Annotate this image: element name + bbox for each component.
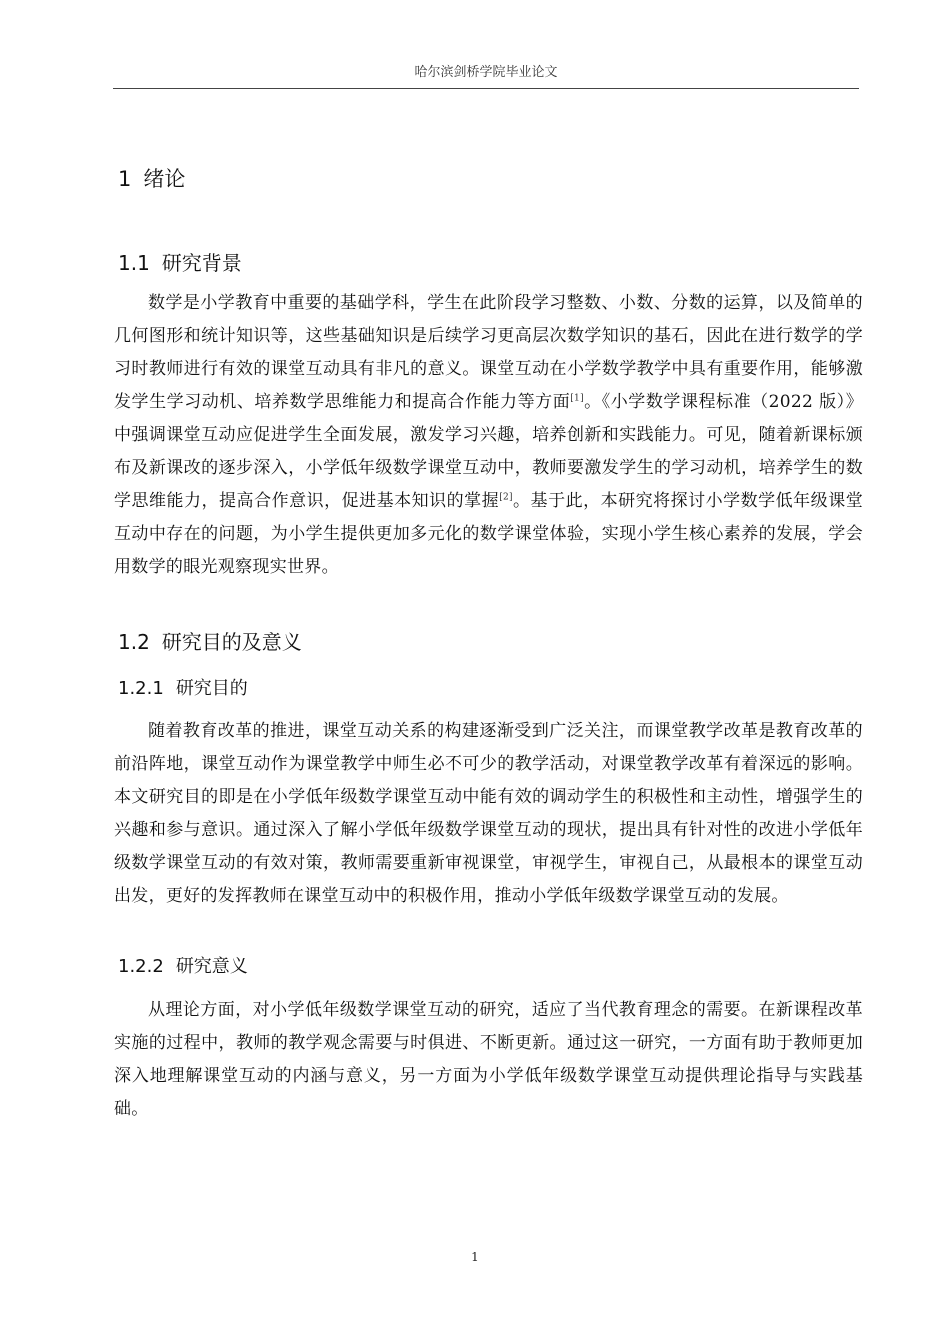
background-text-part-2: 。《小学数学课程标准（2022 版）》中强调课堂互动应促进学生全面发展，激发学习兴趣，培养创新和实践能力。可见，随着新课标颁布及新课改的逐步深入，小学低年级数学课堂互动中，教师要激发学生的学习动机，培养学生的数学思维能力，提高合作意识，促进基本知识的掌握 — [114, 392, 863, 511]
section-1-2-title: 研究目的及意义 — [161, 630, 302, 654]
section-1-2-2-title: 研究意义 — [175, 956, 248, 977]
background-text-part-1: 数学是小学教育中重要的基础学科，学生在此阶段学习整数、小数、分数的运算，以及简单的几何图形和统计知识等，这些基础知识是后续学习更高层次数学知识的基石，因此在进行数学的学习时教师进行有效的课堂互动具有非凡的意义。课堂互动在小学数学教学中具有重要作用，能够激发学生学习动机、培养数学思维能力和提高合作能力等方面 — [114, 293, 863, 412]
chapter-number: 1 — [118, 167, 132, 191]
section-1-2-heading — [118, 626, 302, 658]
section-1-2-1-title: 研究目的 — [175, 678, 248, 699]
section-1-2-1-number: 1.2.1 — [118, 678, 164, 699]
section-1-2-2-heading — [118, 952, 248, 982]
citation-1: [1] — [570, 393, 584, 404]
chapter-heading — [118, 162, 185, 196]
section-1-1-number: 1.1 — [118, 251, 150, 275]
section-1-2-number: 1.2 — [118, 630, 150, 654]
section-1-2-2-number: 1.2.2 — [118, 956, 164, 977]
citation-2: [2] — [499, 492, 513, 503]
page-number: 1 — [471, 1250, 479, 1264]
section-1-1-title: 研究背景 — [161, 251, 242, 275]
section-1-1-heading — [118, 247, 242, 279]
purpose-paragraph: 随着教育改革的推进，课堂互动关系的构建逐渐受到广泛关注，而课堂教学改革是教育改革的前沿阵地，课堂互动作为课堂教学中师生必不可少的教学活动，对课堂教学改革有着深远的影响。本文研究目的即是在小学低年级数学课堂互动中能有效的调动学生的积极性和主动性，增强学生的兴趣和参与意识。通过深入了解小学低年级数学课堂互动的现状，提出具有针对性的改进小学低年级数学课堂互动的有效对策，教师需要重新审视课堂，审视学生，审视自己，从最根本的课堂互动出发，更好的发挥教师在课堂互动中的积极作用，推动小学低年级数学课堂互动的发展。 — [114, 721, 863, 906]
chapter-title: 绪论 — [143, 167, 186, 191]
background-text-part-3: 。基于此，本研究将探讨小学数学低年级课堂互动中存在的问题，为小学生提供更加多元化的数学课堂体验，实现小学生核心素养的发展，学会用数学的眼光观察现实世界。 — [114, 491, 864, 577]
header-rule — [113, 88, 859, 89]
significance-paragraph: 从理论方面，对小学低年级数学课堂互动的研究，适应了当代教育理念的需要。在新课程改革实施的过程中，教师的教学观念需要与时俱进、不断更新。通过这一研究，一方面有助于教师更加深入地理解课堂互动的内涵与意义，另一方面为小学低年级数学课堂互动提供理论指导与实践基础。 — [114, 1000, 863, 1119]
running-header: 哈尔滨剑桥学院毕业论文 — [414, 65, 558, 80]
background-paragraph — [114, 287, 863, 584]
section-1-2-1-heading — [118, 674, 248, 704]
